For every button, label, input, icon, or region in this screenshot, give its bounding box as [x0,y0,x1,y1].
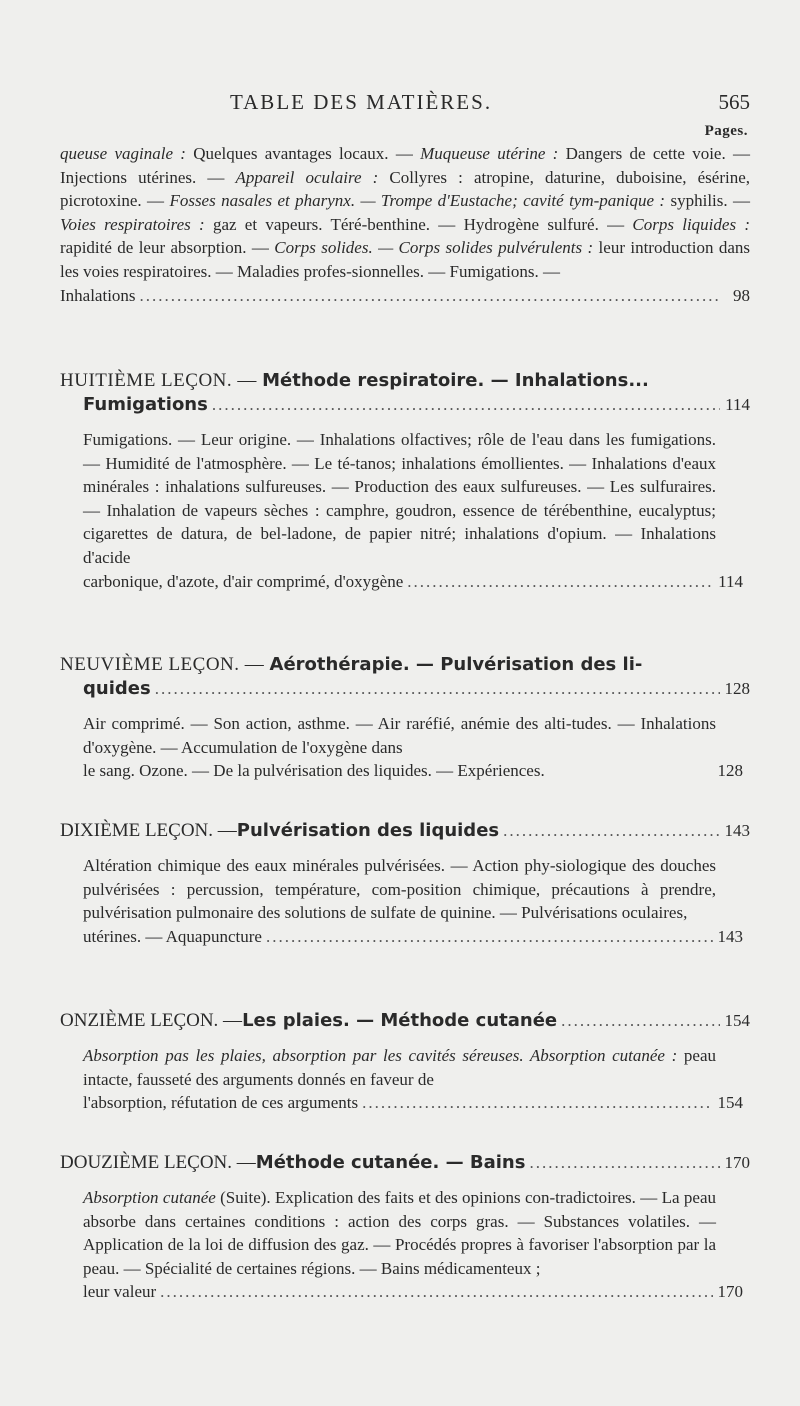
dot-leader [155,679,720,699]
header-title: TABLE DES MATIÈRES. [230,90,493,114]
summary-segment: Dangers de cette voie. — Injections utérines. — [60,144,750,187]
summary-segment: gaz et vapeurs. Téré-benthine. — Hydrogène sulfuré. — [204,214,633,234]
page-ref: 114 [725,395,750,414]
lesson-10-summary [60,854,750,948]
summary-italic: Absorption pas les plaies, absorption par les cavités séreuses. Absorption cutanée : [83,1046,678,1065]
dot-leader [266,925,713,949]
lesson-topic: Les plaies. — Méthode cutanée [242,1010,558,1031]
summary-segment: rapidité de leur absorption. — [60,238,275,258]
entry-summary [60,142,750,307]
summary-last-text: leur valeur [83,1282,157,1302]
summary-italic-segment: Corps solides. — Corps solides pulvérulents : [274,238,594,258]
lesson-10-heading [60,820,750,842]
lesson-number: DIXIÈME LEÇON. — [60,820,237,841]
page-ref: 154 [724,1011,750,1030]
page-ref: 98 [733,285,750,305]
lesson-number: NEUVIÈME LEÇON. — [60,654,270,675]
page-ref: 170 [717,1282,743,1302]
lesson-9-heading [60,652,750,699]
dot-leader [140,284,720,308]
page-ref: 154 [717,1093,743,1113]
lesson-12-heading [60,1152,750,1174]
page-ref: 143 [724,821,750,840]
summary-last-text: Inhalations [60,285,136,305]
summary-italic-segment: Fosses nasales et pharynx. — Trompe d'Eustache; cavité tym-panique : [169,191,666,211]
summary-text [60,144,750,281]
summary-text: Air comprimé. — Son action, asthme. — Air raréfié, anémie des alti-tudes. — Inhalations d'oxygène. — Accumulation de l'oxygène dans [83,714,716,757]
summary-segment: Collyres : atropine, daturine, duboisine, ésérine, picrotoxine. — [60,167,750,211]
summary-last-text: carbonique, d'azote, d'air comprimé, d'oxygène [83,571,404,591]
pages-column-label: Pages. [704,123,748,139]
dot-leader [529,1153,720,1173]
lesson-number: HUITIÈME LEÇON. — [60,370,263,391]
summary-text: Altération chimique des eaux minérales pulvérisées. — Action phy-siologique des douches pulvérisées : percussion, température, com-position chimique, précautions à prendre, pulvérisation pulmonaire des solutions de sulfate de quinine. — Pulvérisations oculaires, [83,856,716,923]
lesson-topic: Pulvérisation des liquides [236,820,500,841]
lesson-8-heading [60,368,750,415]
summary-segment: leur introduction dans les voies respiratoires. — Maladies profes-sionnelles. — Fumigations. — [60,238,750,281]
lesson-topic-cont: quides [83,678,151,699]
summary-last-line [60,284,750,308]
page-ref: 114 [718,571,743,591]
dot-leader [503,821,720,841]
lesson-8-summary [60,428,750,593]
dot-leader [561,1011,720,1031]
page-ref: 128 [724,679,750,698]
dot-leader [362,1091,713,1115]
header-page-number: 565 [718,90,750,114]
summary-last-text: utérines. — Aquapuncture [83,926,262,946]
lesson-topic: Méthode cutanée. — Bains [255,1152,526,1173]
summary-segment: Quelques avantages locaux. — [185,144,421,163]
summary-text: Fumigations. — Leur origine. — Inhalations olfactives; rôle de l'eau dans les fumigations. — Humidité de l'atmosphère. — Le té-tanos; inhalations émollientes. — Inhalations d'eaux minérales : inhalations sulfureuses. — Production des eaux sulfureuses. — Les sulfuraires. — Inhalation de vapeurs sèches : camphre, goudron, essence de térébenthine, eucalyptus; cigarettes de datura, de bel-ladone, de papier nitré; inhalations d'opium. — Inhalations d'acide [83,430,716,567]
dot-leader [407,570,713,594]
summary-segment: syphilis. — [665,191,751,211]
lesson-topic: Aérothérapie. — Pulvérisation des li- [269,654,643,675]
toc-entry-continued [60,142,750,307]
lesson-number: DOUZIÈME LEÇON. — [60,1152,256,1173]
summary-italic-segment: Voies respiratoires : [60,214,205,234]
dot-leader [160,1280,713,1304]
lesson-11-summary [60,1044,750,1115]
lesson-9-summary [60,712,750,783]
lesson-topic: Méthode respiratoire. — Inhalations... [262,370,649,391]
summary-last-text: l'absorption, réfutation de ces arguments [83,1093,359,1113]
lesson-topic-cont: Fumigations [83,394,208,415]
summary-italic-segment: Appareil oculaire : [235,167,379,187]
page-ref: 170 [724,1153,750,1172]
summary-italic: Absorption cutanée [83,1188,216,1207]
lesson-11-heading [60,1010,750,1032]
page-ref: 128 [717,761,743,781]
summary-italic-segment: queuse vaginale : [60,144,186,163]
summary-text: peau intacte, fausseté des arguments donnés en faveur de [83,1046,716,1089]
lesson-12-summary [60,1186,750,1304]
summary-italic-segment: Muqueuse utérine : [420,144,559,163]
page-ref: 143 [717,926,743,946]
lesson-number: ONZIÈME LEÇON. — [60,1010,243,1031]
summary-last-text: le sang. Ozone. — De la pulvérisation des liquides. — Expériences. [83,761,545,781]
dot-leader [212,395,720,415]
summary-italic-segment: Corps liquides : [632,214,751,234]
summary-text: (Suite). Explication des faits et des opinions con-tradictoires. — La peau absorbe dans certaines conditions : action des corps gras. — Substances volatiles. — Application de la loi de diffusion des gaz. — Procédés propres à favoriser l'absorption par la peau. — Spécialité de certaines régions. — Bains médicamenteux ; [83,1188,716,1278]
